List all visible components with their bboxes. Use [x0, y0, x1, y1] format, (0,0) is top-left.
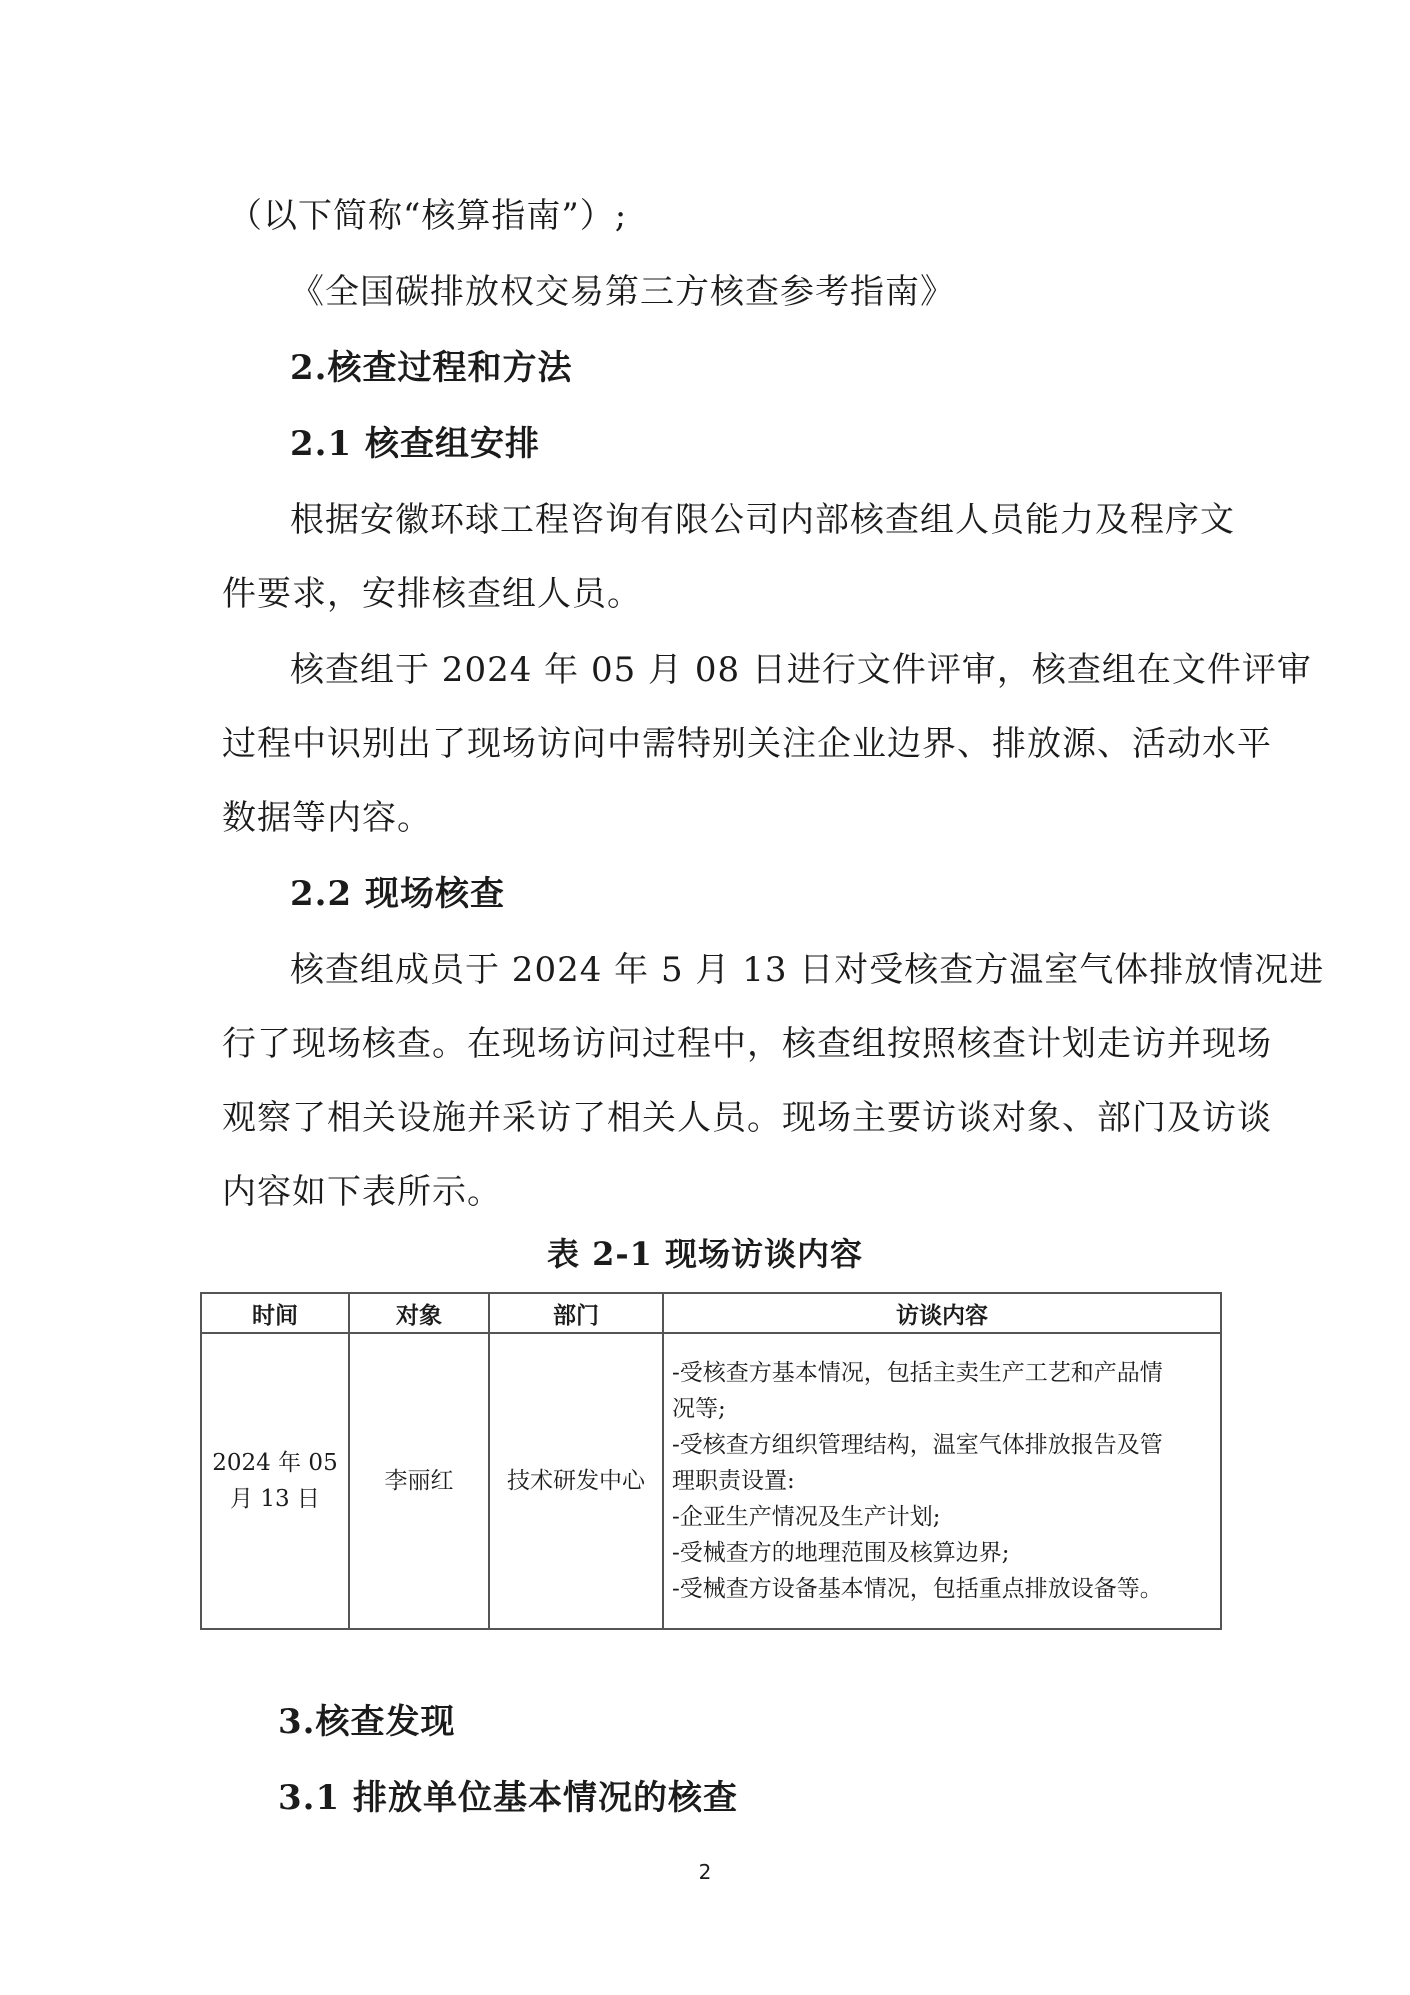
content-line: 理职责设置:	[672, 1468, 795, 1494]
subsection-heading: 2.1 核查组安排	[290, 424, 540, 464]
header-person: 对象	[349, 1293, 489, 1333]
content-line: 况等;	[672, 1396, 726, 1422]
interview-table	[200, 1292, 1222, 1630]
subsection-heading: 2.2 现场核查	[290, 874, 505, 914]
header-department: 部门	[489, 1293, 663, 1333]
cell-department: 技术研发中心	[489, 1333, 663, 1629]
body-line: 件要求，安排核查组人员。	[222, 574, 642, 614]
header-time: 时间	[201, 1293, 349, 1333]
section-heading: 3.核查发现	[278, 1702, 456, 1742]
body-line: 核查组于 2024 年 05 月 08 日进行文件评审，核查组在文件评审	[290, 650, 1312, 690]
table-header-row	[201, 1293, 1221, 1333]
table-row	[201, 1333, 1221, 1629]
body-line: 观察了相关设施并采访了相关人员。现场主要访谈对象、部门及访谈	[222, 1098, 1272, 1138]
content-line: -受械查方的地理范围及核算边界;	[672, 1540, 1010, 1566]
header-content: 访谈内容	[663, 1293, 1221, 1333]
content-line: -受核查方组织管理结构，温室气体排放报告及管	[672, 1432, 1163, 1458]
subsection-heading: 3.1 排放单位基本情况的核查	[278, 1778, 738, 1818]
date-line: 2024 年 05	[212, 1450, 338, 1476]
table-caption: 表 2-1 现场访谈内容	[546, 1235, 864, 1273]
body-line: 行了现场核查。在现场访问过程中，核查组按照核查计划走访并现场	[222, 1024, 1272, 1064]
content-line: -受械查方设备基本情况，包括重点排放设备等。	[672, 1576, 1163, 1602]
body-line: 过程中识别出了现场访问中需特别关注企业边界、排放源、活动水平	[222, 724, 1272, 764]
body-line: 核查组成员于 2024 年 5 月 13 日对受核查方温室气体排放情况进	[290, 950, 1325, 990]
body-line: 《全国碳排放权交易第三方核查参考指南》	[290, 272, 955, 312]
body-line: 数据等内容。	[222, 798, 432, 838]
cell-date	[201, 1333, 349, 1629]
body-line: 内容如下表所示。	[222, 1172, 502, 1212]
cell-content	[663, 1333, 1221, 1629]
content-line: -企亚生产情况及生产计划;	[672, 1504, 941, 1530]
body-line: （以下简称“核算指南”）;	[228, 196, 628, 236]
date-line: 月 13 日	[230, 1486, 320, 1512]
section-heading: 2.核查过程和方法	[290, 348, 573, 388]
content-line: -受核查方基本情况，包括主卖生产工艺和产品情	[672, 1360, 1163, 1386]
cell-person: 李丽红	[349, 1333, 489, 1629]
body-line: 根据安徽环球工程咨询有限公司内部核查组人员能力及程序文	[290, 500, 1235, 540]
page-number: 2	[698, 1860, 712, 1884]
